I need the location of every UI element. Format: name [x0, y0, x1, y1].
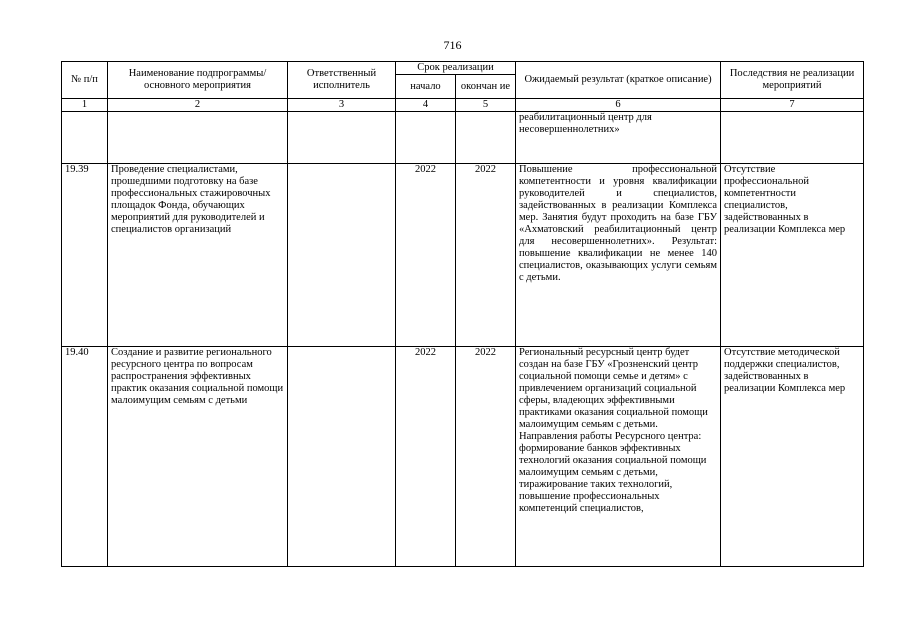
column-number: 7 [721, 99, 864, 112]
row-start: 2022 [396, 164, 456, 347]
row-num: 19.39 [62, 164, 108, 347]
continuation-row [62, 112, 864, 164]
row-name: Создание и развитие регионального ресурсного центра по вопросам распространения эффективных практик оказания социальной помощи малоимущим семьям с детьми [108, 347, 288, 567]
column-number: 1 [62, 99, 108, 112]
header-end: окончан ие [456, 75, 516, 99]
row-consequences: Отсутствие методической поддержки специалистов, задействованных в реализации Комплекса мер [721, 347, 864, 567]
column-number: 5 [456, 99, 516, 112]
column-number-row [62, 99, 864, 112]
row-responsible [288, 347, 396, 567]
header-consequences: Последствия не реализации мероприятий [721, 62, 864, 99]
row-result: Региональный ресурсный центр будет создан на базе ГБУ «Грозненский центр социальной помощи семье и детям» с привлечением организаций социальной сферы, владеющих эффективными практиками оказания социальной помощи малоимущим семьям с детьми. Направления работы Ресурсного центра: формирование банков эффективных технологий оказания социальной помощи малоимущим семьям с детьми, тиражирование таких технологий, повышение профессиональных компетенций специалистов, [516, 347, 721, 567]
column-number: 4 [396, 99, 456, 112]
table-row [62, 164, 864, 347]
row-start: 2022 [396, 347, 456, 567]
header-period: Срок реализации [396, 62, 516, 75]
row-consequences: Отсутствие профессиональной компетентности специалистов, задействованных в реализации Комплекса мер [721, 164, 864, 347]
row-end: 2022 [456, 347, 516, 567]
row-responsible [288, 164, 396, 347]
row-end: 2022 [456, 164, 516, 347]
column-number: 3 [288, 99, 396, 112]
header-name: Наименование подпрограммы/ основного мероприятия [108, 62, 288, 99]
column-number: 2 [108, 99, 288, 112]
header-start: начало [396, 75, 456, 99]
header-result: Ожидаемый результат (краткое описание) [516, 62, 721, 99]
events-table [61, 61, 864, 567]
column-number: 6 [516, 99, 721, 112]
row-name: Проведение специалистами, прошедшими подготовку на базе профессиональных стажировочных площадок Фонда, обучающих мероприятий для руководителей и специалистов организаций [108, 164, 288, 347]
header-responsible: Ответственный исполнитель [288, 62, 396, 99]
table-row [62, 347, 864, 567]
row-num: 19.40 [62, 347, 108, 567]
header-num: № п/п [62, 62, 108, 99]
continuation-result: реабилитационный центр для несовершеннолетних» [516, 112, 721, 164]
row-result: Повышение профессиональной компетентности и уровня квалификации руководителей и специалистов, задействованных в реализации Комплекса мер. Занятия будут проходить на базе ГБУ «Ахматовский реабилитационный центр для несовершеннолетних». Результат: повышение квалификации не менее 140 специалистов, оказывающих услуги семьям с детьми. [516, 164, 721, 347]
page-number: 716 [443, 38, 462, 52]
